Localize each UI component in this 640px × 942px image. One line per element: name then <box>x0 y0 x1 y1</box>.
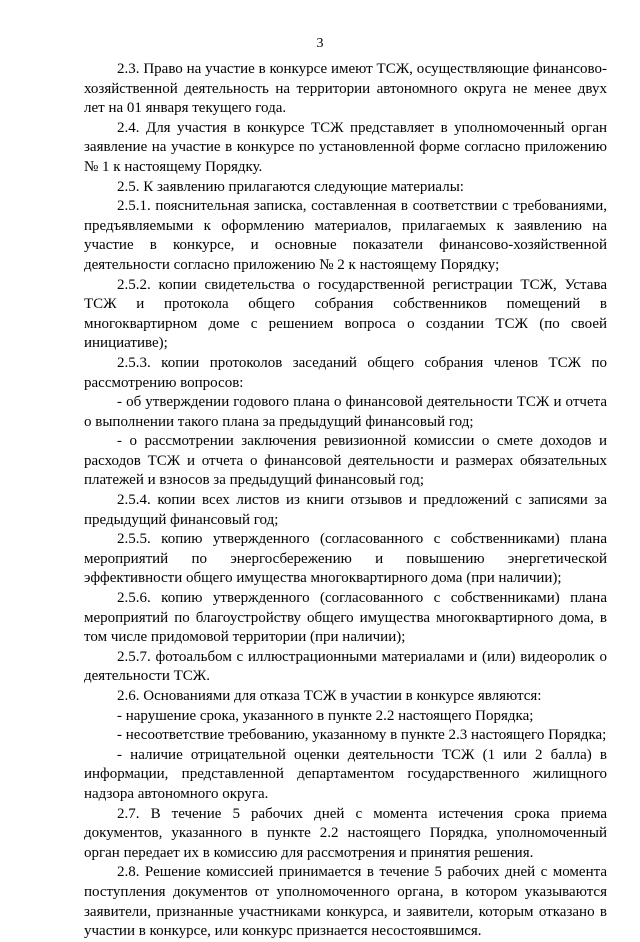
document-body <box>84 60 607 942</box>
paragraph-2-4: 2.4. Для участия в конкурсе ТСЖ представляет в уполномоченный орган заявление на участие в конкурсе по установленной форме согласно приложению № 1 к настоящему Порядку. <box>84 119 607 175</box>
list-item-annual-plan: - об утверждении годового плана о финансовой деятельности ТСЖ и отчета о выполнении такого плана за предыдущий финансовый год; <box>84 394 607 430</box>
paragraph-2-5-4: 2.5.4. копии всех листов из книги отзывов и предложений с записями за предыдущий финансовый год; <box>84 492 607 528</box>
paragraph-2-6: 2.6. Основаниями для отказа ТСЖ в участии в конкурсе являются: <box>117 688 542 704</box>
paragraph-2-5-2: 2.5.2. копии свидетельства о государственной регистрации ТСЖ, Устава ТСЖ и протокола общего собрания собственников помещений в многоквартирном доме с решением вопроса о создании ТСЖ (по своей инициативе); <box>84 276 607 352</box>
list-item-deadline-violation: - нарушение срока, указанного в пункте 2.2 настоящего Порядка; <box>117 707 534 724</box>
paragraph-2-5-5: 2.5.5. копию утвержденного (согласованного с собственниками) плана мероприятий по энергосбережению и повышению энергетической эффективности общего имущества многоквартирного дома (при наличии); <box>84 531 607 587</box>
paragraph-2-5: 2.5. К заявлению прилагаются следующие материалы: <box>117 178 464 195</box>
paragraph-2-8: 2.8. Решение комиссией принимается в течение 5 рабочих дней с момента поступления документов от уполномоченного органа, в котором указываются заявители, признанные участниками конкурса, и заявители, которым отказано в участии в конкурсе, или конкурс признается несостоявшимся. <box>84 864 607 940</box>
list-item-negative-rating: - наличие отрицательной оценки деятельности ТСЖ (1 или 2 балла) в информации, представленной департаментом государственного жилищного надзора автономного округа. <box>84 746 607 802</box>
list-item-audit-commission: - о рассмотрении заключения ревизионной комиссии о смете доходов и расходов ТСЖ и отчета о финансовой деятельности и размерах обязательных платежей и взносов за предыдущий финансовый год; <box>84 433 607 489</box>
page-number: 3 <box>316 36 324 51</box>
paragraph-2-5-7: 2.5.7. фотоальбом с иллюстрационными материалами и (или) видеоролик о деятельности ТСЖ. <box>84 648 607 685</box>
paragraph-2-7: 2.7. В течение 5 рабочих дней с момента истечения срока приема документов, указанного в пункте 2.2 настоящего Порядка, уполномоченный орган передает их в комиссию для рассмотрения и принятия решения. <box>84 805 607 861</box>
paragraph-2-5-1: 2.5.1. пояснительная записка, составленная в соответствии с требованиями, предъявляемыми к оформлению материалов, прилагаемых к заявлению на участие в конкурсе, и основные показатели финансово-хозяйственной деятельности согласно приложению № 2 к настоящему Порядку; <box>84 198 607 273</box>
list-item-requirement-mismatch: - несоответствие требованию, указанному в пункте 2.3 настоящего Порядка; <box>117 727 607 744</box>
paragraph-2-5-6: 2.5.6. копию утвержденного (согласованного с собственниками) плана мероприятий по благоустройству общего имущества многоквартирного дома, в том числе придомовой территории (при наличии); <box>84 590 607 646</box>
paragraph-2-3: 2.3. Право на участие в конкурсе имеют ТСЖ, осуществляющие финансово-хозяйственной деятельность на территории автономного округа не менее двух лет на 01 января текущего года. <box>84 61 607 117</box>
paragraph-2-5-3: 2.5.3. копии протоколов заседаний общего собрания членов ТСЖ по рассмотрению вопросов: <box>84 354 607 391</box>
